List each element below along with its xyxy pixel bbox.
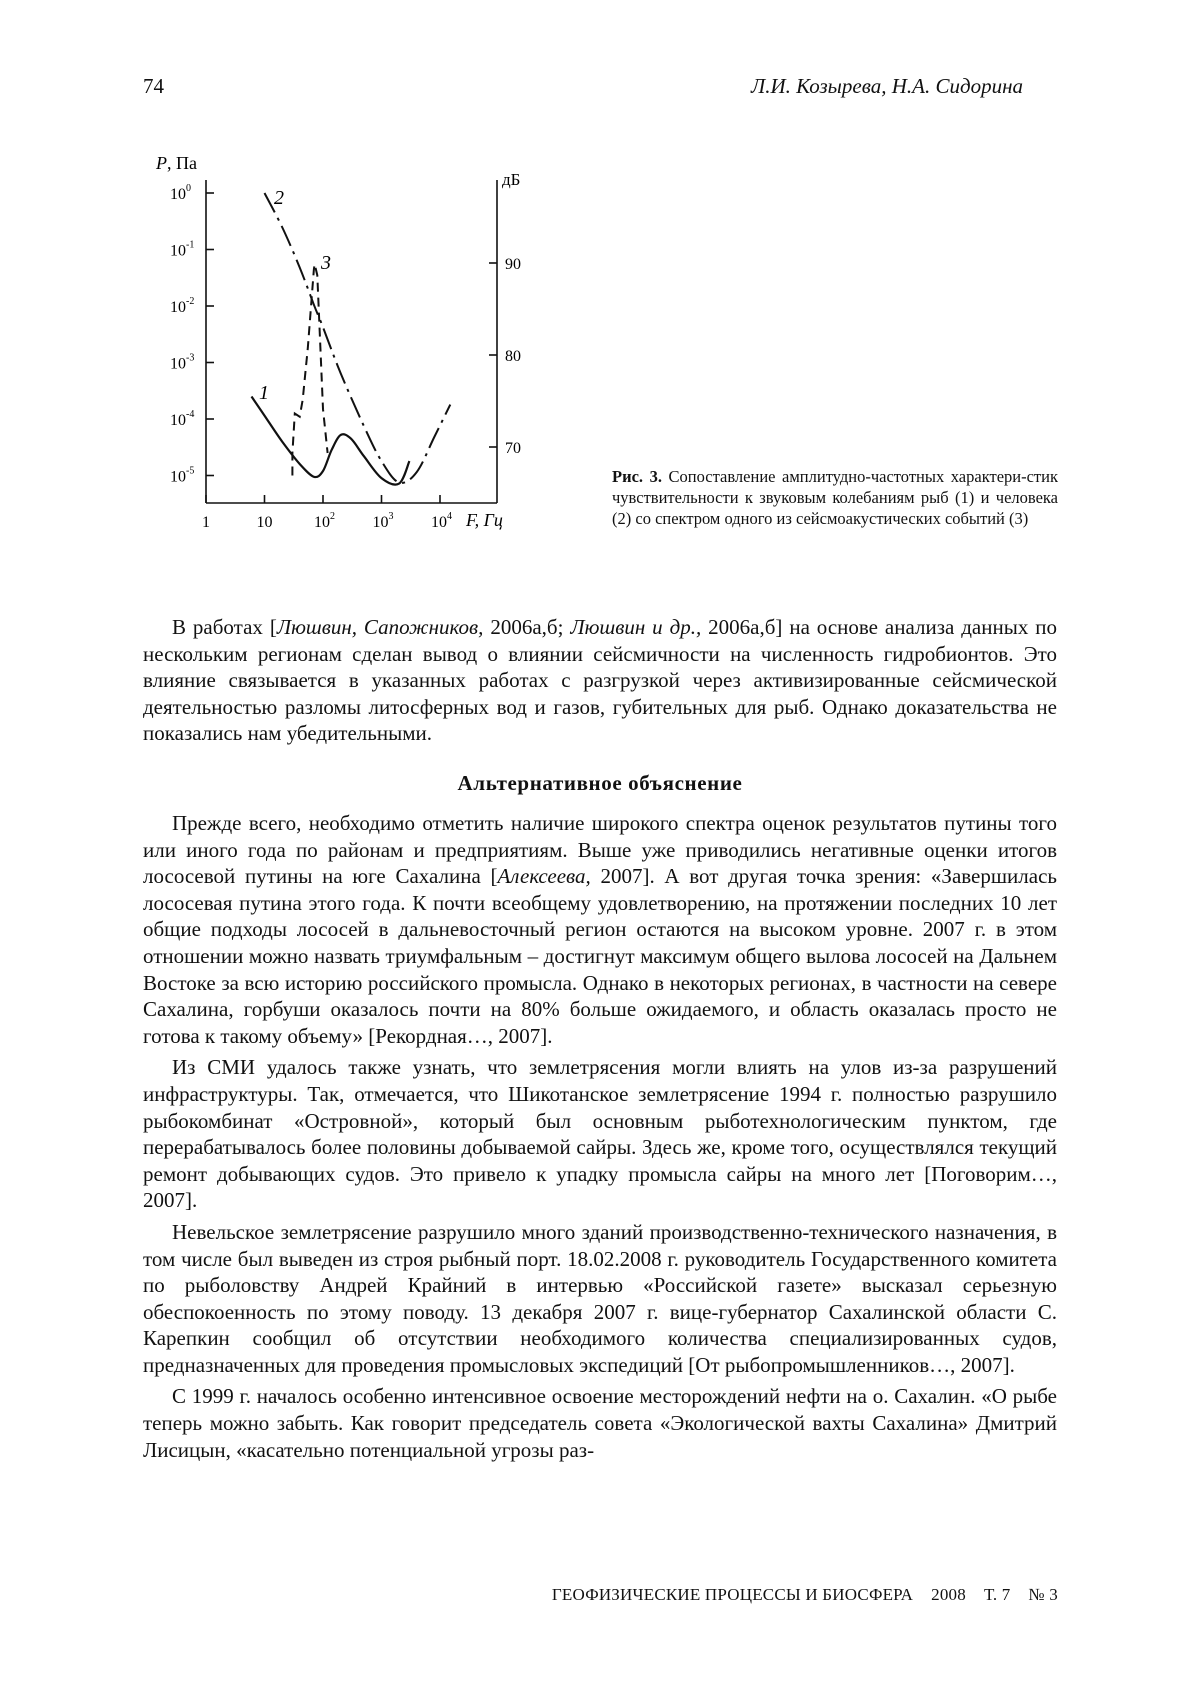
x-tick-label-2: $10^2$ (314, 511, 335, 531)
y-tick-label-left-4: $10^{-4}$ (170, 409, 195, 429)
figure-caption (612, 466, 1058, 529)
y-tick-label-left-5: $10^{-5}$ (170, 465, 195, 486)
footer-journal: ГЕОФИЗИЧЕСКИЕ ПРОЦЕССЫ И БИОСФЕРА (551, 1585, 914, 1604)
citation-italic: Люшвин, Сапожников, (276, 615, 484, 639)
y-tick-label-left-2: $10^{-2}$ (170, 296, 195, 316)
paragraph-4: Невельское землетрясение разрушило много зданий производственно-технического назначения, в том числе был выведен из строя рыбный порт. 18.02.2008 г. руководитель Государственного комитета по рыболовству Андрей Крайний в интервью «Российской газете» высказал серьезную обеспокоенность по этому поводу. 13 декабря 2007 г. вице-губернатор Сахалинской области С. Карепкин сообщил об отсутствии необходимого количества специализированных судов, предназначенных для проведения промысловых экспедиций [От рыбопромышленников…, 2007]. (143, 1219, 1057, 1377)
intro-paragraph-block (143, 614, 1057, 747)
x-tick-label-4: $10^4$ (431, 511, 452, 531)
x-tick-label-0: 1 (202, 514, 210, 531)
y-tick-label-right-0: 90 (505, 256, 521, 273)
curve-1 (252, 397, 410, 485)
x-axis-label: F, Гц (466, 510, 503, 530)
footer-volume: Т. 7 (983, 1585, 1011, 1604)
y-tick-label-left-0: $10^0$ (170, 183, 191, 203)
y-tick-label-left-1: $10^{-1}$ (170, 239, 195, 260)
figure (140, 155, 560, 585)
left-axis-label: P, Па (156, 155, 197, 173)
citation-italic: Люшвин и др., (570, 615, 702, 639)
paragraph-5: С 1999 г. началось особенно интенсивное освоение месторождений нефти на о. Сахалин. «О рыбе теперь можно забыть. Как говорит председатель совета «Экологической вахты Сахалина» Дмитрий Лисицын, «касательно потенциальной угрозы раз- (143, 1384, 1057, 1462)
footer-issue: № 3 (1028, 1585, 1058, 1604)
paragraph-1: В работах [Люшвин, Сапожников, 2006а,б; Люшвин и др., 2006а,б] на основе анализа данных по нескольким регионам сделан вывод о влиянии сейсмичности на численность гидробионтов. Это влияние связывается в указанных работах с разгрузкой через активизированные сейсмической деятельностью разломы литосферных вод и газов, губительных для рыб. Однако доказательства не показались нам убедительными. (143, 615, 1058, 746)
caption-text: Сопоставление амплитудно-частотных характери-стик чувствительности к звуковым колебаниям рыб (1) и человека (2) со спектром одного из сейсмоакустических событий (3) (612, 467, 1058, 528)
curve-label-1: 1 (259, 382, 269, 404)
journal-footer (552, 1585, 1058, 1605)
caption-prefix: Рис. 3. (612, 467, 662, 486)
curve-label-3: 3 (321, 252, 331, 274)
chart-labels (155, 155, 520, 530)
curve-label-2: 2 (274, 187, 284, 209)
page-number: 74 (143, 74, 164, 98)
right-axis-label: дБ (502, 170, 521, 189)
chart-curves (252, 193, 451, 485)
paragraph-3: Из СМИ удалось также узнать, что землетрясения могли влиять на улов из-за разрушений инфраструктуры. Так, отмечается, что Шикотанское землетрясение 1994 г. полностью разрушило рыбокомбинат «Островной», который был основным рыботехнологическим пунктом, где перерабатывалось более половины добываемой сайры. Здесь же, кроме того, осуществлялся текущий ремонт добывающих судов. Это привело к упадку промысла сайры на много лет [Поговорим…, 2007]. (143, 1055, 1057, 1213)
body-text (143, 810, 1057, 1463)
running-head-authors: Л.И. Козырева, Н.А. Сидорина (750, 74, 1023, 98)
y-tick-label-right-1: 80 (505, 348, 521, 365)
footer-year: 2008 (931, 1585, 966, 1604)
chart (140, 155, 560, 585)
paragraph-2: Прежде всего, необходимо отметить наличие широкого спектра оценок результатов путины того или иного года по районам и предприятиям. Выше уже приводились негативные оценки итогов лососевой путины на юге Сахалина [Алексеева, 2007]. А вот другая точка зрения: «Завершилась лососевая путина этого года. К почти всеобщему удовлетворению, на протяжении последних 10 лет общие подходы лососей в дальневосточный регион остаются на высоком уровне. 2007 г. в этом отношении можно назвать триумфальным – достигнут максимум общего вылова лососей на Дальнем Востоке за всю историю российского промысла. Однако в некоторых регионах, в частности на севере Сахалина, горбуши оказалось почти на 80% больше ожидаемого, и область оказалась просто не готова к такому объему» [Рекордная…, 2007]. (143, 811, 1057, 1048)
y-tick-label-right-2: 70 (505, 440, 521, 457)
chart-ticks (170, 183, 521, 531)
y-tick-label-left-3: $10^{-3}$ (170, 352, 195, 373)
chart-axes (206, 180, 497, 503)
citation-italic: Алексеева, (497, 864, 591, 889)
x-tick-label-1: 10 (256, 514, 273, 531)
section-heading: Альтернативное объяснение (457, 771, 743, 795)
x-tick-label-3: $10^3$ (372, 511, 394, 531)
